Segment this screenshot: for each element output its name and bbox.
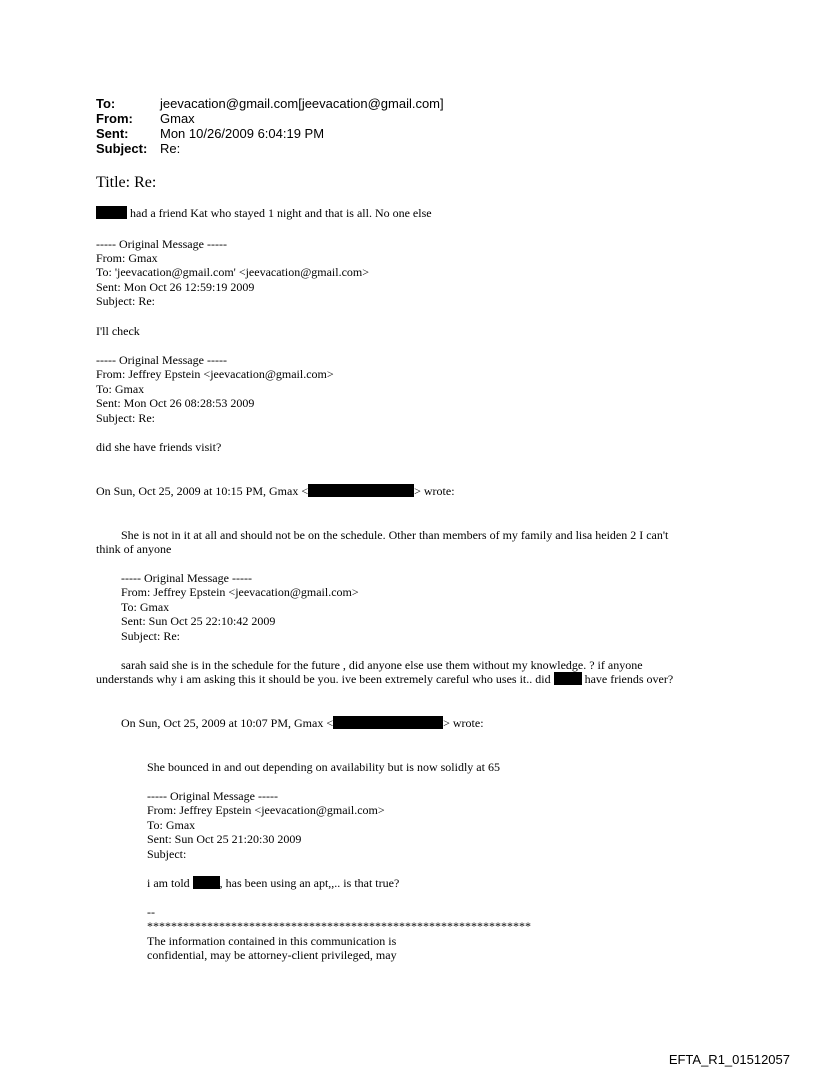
to-value: jeevacation@gmail.com[jeevacation@gmail.com]: [160, 96, 444, 111]
om4-from: From: Jeffrey Epstein <jeevacation@gmail.com>: [147, 803, 385, 817]
sarah-line: sarah said she is in the schedule for the future , did anyone else use them without my knowledge. ? if anyone: [121, 658, 643, 672]
from-label: From:: [96, 111, 133, 126]
redaction-box: [308, 484, 414, 497]
understands-line: [96, 672, 673, 687]
think-anyone: think of anyone: [96, 542, 172, 556]
to-label: To:: [96, 96, 116, 111]
page-title: Title: Re:: [96, 174, 157, 191]
header-sent: [96, 126, 324, 141]
from-value: Gmax: [160, 111, 195, 126]
told-pre: i am told: [147, 876, 190, 890]
om2-to: To: Gmax: [96, 382, 145, 396]
on1-pre: On Sun, Oct 25, 2009 at 10:15 PM, Gmax <: [96, 484, 309, 498]
document-id: EFTA_R1_01512057: [668, 1052, 790, 1067]
header-to: [96, 96, 444, 111]
on1-post: > wrote:: [414, 484, 455, 498]
told-post: , has been using an apt,,.. is that true?: [219, 876, 400, 890]
redaction-box: [96, 206, 127, 219]
info-line1: The information contained in this communication is: [147, 934, 397, 948]
om2-from: From: Jeffrey Epstein <jeevacation@gmail.com>: [96, 367, 334, 381]
friends-over-text: have friends over?: [584, 672, 674, 686]
om3-sent: Sent: Sun Oct 25 22:10:42 2009: [121, 614, 276, 628]
she-not: She is not in it at all and should not be on the schedule. Other than members of my family and lisa heiden 2 I can't: [121, 528, 669, 542]
told-line: [147, 876, 399, 891]
header-from: [96, 111, 195, 126]
sig-stars: ****************************************************************: [147, 919, 531, 933]
on2-post: > wrote:: [443, 716, 484, 730]
subject-label: Subject:: [96, 141, 148, 156]
ill-check: I'll check: [96, 324, 140, 338]
sent-label: Sent:: [96, 126, 129, 141]
body-line1: [96, 206, 432, 221]
redaction-box: [193, 876, 220, 889]
om1-from: From: Gmax: [96, 251, 158, 265]
did-she: did she have friends visit?: [96, 440, 222, 454]
bounced-line: She bounced in and out depending on availability but is now solidly at 65: [147, 760, 500, 774]
om3-subject: Subject: Re:: [121, 629, 180, 643]
sig-dashes: --: [147, 905, 155, 919]
om4-sent: Sent: Sun Oct 25 21:20:30 2009: [147, 832, 302, 846]
line1-text: had a friend Kat who stayed 1 night and that is all. No one else: [130, 206, 432, 220]
om1-sent: Sent: Mon Oct 26 12:59:19 2009: [96, 280, 255, 294]
info-line2: confidential, may be attorney-client privileged, may: [147, 948, 397, 962]
om2-sent: Sent: Mon Oct 26 08:28:53 2009: [96, 396, 255, 410]
om1-subject: Subject: Re:: [96, 294, 155, 308]
om4-sep: ----- Original Message -----: [147, 789, 278, 803]
om3-to: To: Gmax: [121, 600, 170, 614]
om4-to: To: Gmax: [147, 818, 196, 832]
redaction-box: [554, 672, 582, 685]
om3-sep: ----- Original Message -----: [121, 571, 252, 585]
om2-subject: Subject: Re:: [96, 411, 155, 425]
sent-value: Mon 10/26/2009 6:04:19 PM: [160, 126, 325, 141]
redaction-box: [333, 716, 443, 729]
header-subject: [96, 141, 180, 156]
understands-text: understands why i am asking this it should be you. ive been extremely careful who uses it.. did: [96, 672, 551, 686]
on2-pre: On Sun, Oct 25, 2009 at 10:07 PM, Gmax <: [121, 716, 334, 730]
subject-value: Re:: [160, 141, 181, 156]
om1-to: To: 'jeevacation@gmail.com' <jeevacation@gmail.com>: [96, 265, 370, 279]
om3-from: From: Jeffrey Epstein <jeevacation@gmail.com>: [121, 585, 359, 599]
om4-subject: Subject:: [147, 847, 187, 861]
om1-sep: ----- Original Message -----: [96, 237, 227, 251]
on2-line: [121, 716, 484, 731]
om2-sep: ----- Original Message -----: [96, 353, 227, 367]
on1-line: [96, 484, 455, 499]
